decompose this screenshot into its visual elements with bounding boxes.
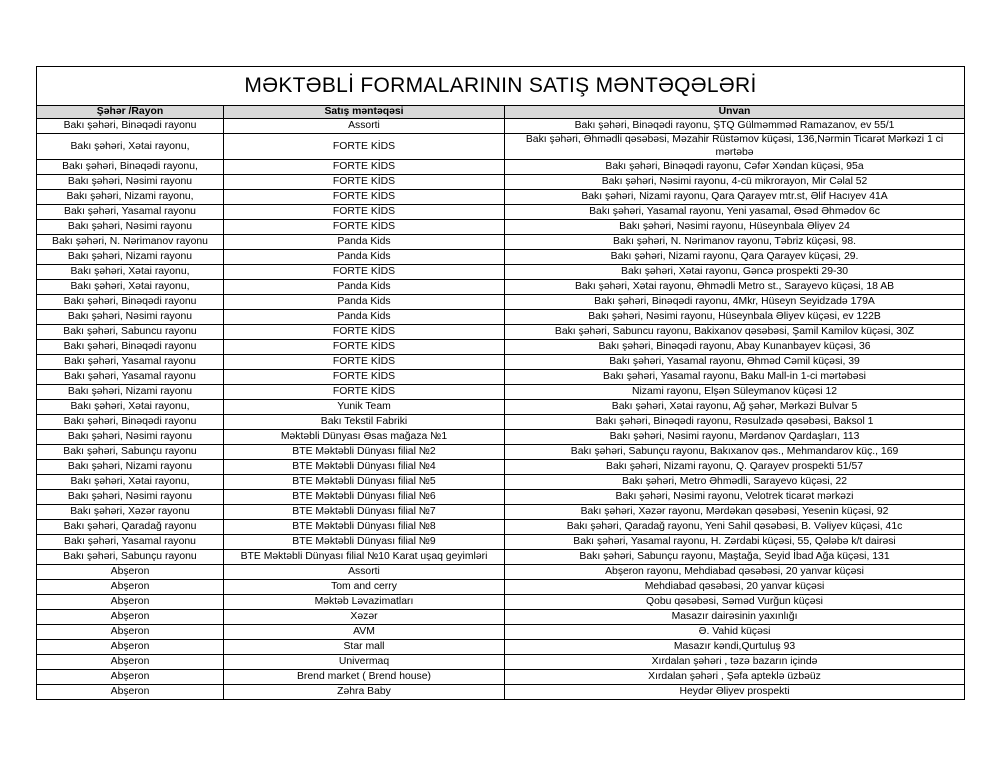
table-row — [37, 490, 965, 505]
cell-city: Bakı şəhəri, Xətai rayonu, — [37, 400, 224, 415]
cell-city: Abşeron — [37, 655, 224, 670]
table-row — [37, 250, 965, 265]
cell-store: BTE Məktəbli Dünyası filial №6 — [224, 490, 505, 505]
cell-address: Bakı şəhəri, Qaradağ rayonu, Yeni Sahil qəsəbəsi, B. Vəliyev küçəsi, 41c — [505, 520, 965, 535]
cell-address: Bakı şəhəri, Binəqədi rayonu, Cəfər Xəndan küçəsi, 95a — [505, 160, 965, 175]
cell-city: Bakı şəhəri, Nəsimi rayonu — [37, 175, 224, 190]
cell-address: Bakı şəhəri, Nizami rayonu, Qara Qarayev mtr.st, Əlif Hacıyev 41A — [505, 190, 965, 205]
cell-address: Ə. Vahid küçəsi — [505, 625, 965, 640]
table-row — [37, 190, 965, 205]
cell-city: Abşeron — [37, 610, 224, 625]
cell-address: Bakı şəhəri, Binəqədi rayonu, Rəsulzadə qəsəbəsi, Baksol 1 — [505, 415, 965, 430]
table-row — [37, 295, 965, 310]
table-row — [37, 400, 965, 415]
cell-address: Bakı şəhəri, Nizami rayonu, Q. Qarayev prospekti 51/57 — [505, 460, 965, 475]
cell-store: Tom and cerry — [224, 580, 505, 595]
cell-address: Heydər Əliyev prospekti — [505, 685, 965, 700]
cell-address: Bakı şəhəri, Nəsimi rayonu, Hüseynbala Əliyev 24 — [505, 220, 965, 235]
cell-store: AVM — [224, 625, 505, 640]
cell-store: BTE Məktəbli Dünyası filial №5 — [224, 475, 505, 490]
table-row — [37, 205, 965, 220]
cell-address: Bakı şəhəri, Nəsimi rayonu, Mərdənov Qardaşları, 113 — [505, 430, 965, 445]
sales-points-table — [36, 66, 965, 700]
cell-address: Bakı şəhəri, Binəqədi rayonu, 4Mkr, Hüseyn Seyidzadə 179A — [505, 295, 965, 310]
cell-city: Bakı şəhəri, Sabunçu rayonu — [37, 550, 224, 565]
cell-address: Bakı şəhəri, Binəqədi rayonu, ŞTQ Gülməmməd Ramazanov, ev 55/1 — [505, 119, 965, 134]
cell-store: BTE Məktəbli Dünyası filial №8 — [224, 520, 505, 535]
cell-store: FORTE KİDS — [224, 355, 505, 370]
header-row — [37, 106, 965, 119]
table-row — [37, 370, 965, 385]
table-row — [37, 685, 965, 700]
table-row — [37, 160, 965, 175]
cell-address: Bakı şəhəri, Sabunçu rayonu, Bakıxanov qəs., Mehmandarov küç., 169 — [505, 445, 965, 460]
cell-store: BTE Məktəbli Dünyası filial №7 — [224, 505, 505, 520]
table-row — [37, 310, 965, 325]
cell-store: BTE Məktəbli Dünyası filial №2 — [224, 445, 505, 460]
cell-store: BTE Məktəbli Dünyası filial №9 — [224, 535, 505, 550]
table-row — [37, 385, 965, 400]
cell-city: Bakı şəhəri, Binəqədi rayonu — [37, 119, 224, 134]
cell-store: Panda Kids — [224, 280, 505, 295]
table-row — [37, 430, 965, 445]
table-row — [37, 610, 965, 625]
cell-store: Zəhra Baby — [224, 685, 505, 700]
document-sheet — [36, 66, 964, 700]
cell-address: Xırdalan şəhəri , Şəfa apteklə üzbəüz — [505, 670, 965, 685]
column-header-address: Ünvan — [505, 106, 965, 119]
cell-store: Panda Kids — [224, 310, 505, 325]
cell-city: Bakı şəhəri, Yasamal rayonu — [37, 535, 224, 550]
cell-city: Bakı şəhəri, Xətai rayonu, — [37, 134, 224, 160]
table-row — [37, 475, 965, 490]
cell-city: Bakı şəhəri, Nizami rayonu — [37, 250, 224, 265]
cell-address: Abşeron rayonu, Mehdiabad qəsəbəsi, 20 yanvar küçəsi — [505, 565, 965, 580]
table-row — [37, 220, 965, 235]
cell-city: Bakı şəhəri, Nəsimi rayonu — [37, 220, 224, 235]
table-row — [37, 445, 965, 460]
table-row — [37, 550, 965, 565]
cell-city: Bakı şəhəri, Xətai rayonu, — [37, 265, 224, 280]
table-row — [37, 325, 965, 340]
column-header-store: Satış məntəqəsi — [224, 106, 505, 119]
cell-address: Bakı şəhəri, Xətai rayonu, Ağ şəhər, Mərkəzi Bulvar 5 — [505, 400, 965, 415]
cell-store: Univermaq — [224, 655, 505, 670]
table-row — [37, 520, 965, 535]
cell-store: Xəzər — [224, 610, 505, 625]
cell-city: Abşeron — [37, 685, 224, 700]
cell-city: Bakı şəhəri, Binəqədi rayonu — [37, 415, 224, 430]
cell-city: Abşeron — [37, 670, 224, 685]
cell-store: Assorti — [224, 565, 505, 580]
cell-store: FORTE KİDS — [224, 220, 505, 235]
cell-address: Bakı şəhəri, Yasamal rayonu, Əhməd Cəmil küçəsi, 39 — [505, 355, 965, 370]
cell-address: Bakı şəhəri, Binəqədi rayonu, Abay Kunanbayev küçəsi, 36 — [505, 340, 965, 355]
table-row — [37, 625, 965, 640]
cell-store: Panda Kids — [224, 295, 505, 310]
cell-city: Bakı şəhəri, Yasamal rayonu — [37, 370, 224, 385]
cell-store: BTE Məktəbli Dünyası filial №10 Karat uşaq geyimləri — [224, 550, 505, 565]
cell-address: Bakı şəhəri, Xətai rayonu, Gəncə prospekti 29-30 — [505, 265, 965, 280]
cell-address: Xırdalan şəhəri , təzə bazarın içində — [505, 655, 965, 670]
cell-store: Panda Kids — [224, 235, 505, 250]
cell-city: Bakı şəhəri, Xəzər rayonu — [37, 505, 224, 520]
cell-city: Abşeron — [37, 580, 224, 595]
cell-store: BTE Məktəbli Dünyası filial №4 — [224, 460, 505, 475]
cell-store: FORTE KİDS — [224, 134, 505, 160]
cell-city: Bakı şəhəri, Nəsimi rayonu — [37, 310, 224, 325]
cell-store: FORTE KİDS — [224, 265, 505, 280]
cell-address: Mehdiabad qəsəbəsi, 20 yanvar küçəsi — [505, 580, 965, 595]
table-row — [37, 670, 965, 685]
cell-city: Bakı şəhəri, Sabunçu rayonu — [37, 445, 224, 460]
cell-store: Məktəb Ləvazimatları — [224, 595, 505, 610]
cell-city: Bakı şəhəri, Yasamal rayonu — [37, 205, 224, 220]
cell-address: Masazır kəndi,Qurtuluş 93 — [505, 640, 965, 655]
cell-city: Abşeron — [37, 625, 224, 640]
table-row — [37, 505, 965, 520]
column-header-city: Şəhər /Rayon — [37, 106, 224, 119]
cell-store: Panda Kids — [224, 250, 505, 265]
cell-address: Bakı şəhəri, Yasamal rayonu, Yeni yasamal, Əsəd Əhmədov 6c — [505, 205, 965, 220]
table-row — [37, 460, 965, 475]
table-row — [37, 134, 965, 160]
cell-store: FORTE KİDS — [224, 160, 505, 175]
cell-address: Bakı şəhəri, Sabuncu rayonu, Bakixanov qəsəbəsi, Şamil Kamilov küçəsi, 30Z — [505, 325, 965, 340]
cell-address: Qobu qəsəbəsi, Səməd Vurğun küçəsi — [505, 595, 965, 610]
cell-store: Star mall — [224, 640, 505, 655]
document-title: MƏKTƏBLİ FORMALARININ SATIŞ MƏNTƏQƏLƏRİ — [37, 67, 965, 106]
table-row — [37, 565, 965, 580]
table-row — [37, 595, 965, 610]
cell-address: Bakı şəhəri, Yasamal rayonu, Baku Mall-in 1-ci mərtəbəsi — [505, 370, 965, 385]
cell-address: Bakı şəhəri, Nəsimi rayonu, 4-cü mikrorayon, Mir Cəlal 52 — [505, 175, 965, 190]
cell-store: FORTE KİDS — [224, 340, 505, 355]
cell-city: Bakı şəhəri, Nizami rayonu — [37, 385, 224, 400]
cell-store: Brend market ( Brend house) — [224, 670, 505, 685]
cell-address: Bakı şəhəri, Nəsimi rayonu, Velotrek ticarət mərkəzi — [505, 490, 965, 505]
table-row — [37, 119, 965, 134]
table-row — [37, 175, 965, 190]
table-row — [37, 535, 965, 550]
cell-store: Bakı Tekstil Fabriki — [224, 415, 505, 430]
table-row — [37, 235, 965, 250]
cell-store: FORTE KİDS — [224, 175, 505, 190]
cell-city: Bakı şəhəri, Nizami rayonu — [37, 460, 224, 475]
table-body — [37, 119, 965, 700]
cell-city: Bakı şəhəri, Xətai rayonu, — [37, 280, 224, 295]
cell-city: Bakı şəhəri, N. Nərimanov rayonu — [37, 235, 224, 250]
cell-city: Bakı şəhəri, Yasamal rayonu — [37, 355, 224, 370]
table-row — [37, 580, 965, 595]
cell-store: FORTE KİDS — [224, 205, 505, 220]
cell-store: Yunik Team — [224, 400, 505, 415]
cell-address: Bakı şəhəri, Əhmədli qəsəbəsi, Məzahir Rüstəmov küçəsi, 136,Nərmin Ticarət Mərkəzi 1 ci mərtəbə — [505, 134, 965, 160]
cell-address: Bakı şəhəri, N. Nərimanov rayonu, Təbriz küçəsi, 98. — [505, 235, 965, 250]
cell-store: FORTE KİDS — [224, 370, 505, 385]
table-row — [37, 640, 965, 655]
title-row — [37, 67, 965, 106]
cell-address: Masazır dairəsinin yaxınlığı — [505, 610, 965, 625]
cell-address: Bakı şəhəri, Metro Əhmədli, Sarayevo küçəsi, 22 — [505, 475, 965, 490]
cell-address: Nizami rayonu, Elşən Süleymanov küçəsi 12 — [505, 385, 965, 400]
cell-city: Bakı şəhəri, Binəqədi rayonu — [37, 295, 224, 310]
table-row — [37, 655, 965, 670]
cell-store: FORTE KİDS — [224, 385, 505, 400]
cell-city: Bakı şəhəri, Binəqədi rayonu — [37, 340, 224, 355]
cell-store: Məktəbli Dünyası Əsas mağaza №1 — [224, 430, 505, 445]
cell-address: Bakı şəhəri, Xəzər rayonu, Mərdəkan qəsəbəsi, Yesenin küçəsi, 92 — [505, 505, 965, 520]
cell-city: Bakı şəhəri, Nəsimi rayonu — [37, 430, 224, 445]
cell-address: Bakı şəhəri, Yasamal rayonu, H. Zərdabi küçəsi, 55, Qələbə k/t dairəsi — [505, 535, 965, 550]
cell-store: FORTE KİDS — [224, 325, 505, 340]
table-row — [37, 340, 965, 355]
table-row — [37, 355, 965, 370]
cell-address: Bakı şəhəri, Nəsimi rayonu, Hüseynbala Əliyev küçəsi, ev 122B — [505, 310, 965, 325]
cell-city: Bakı şəhəri, Xətai rayonu, — [37, 475, 224, 490]
cell-store: Assorti — [224, 119, 505, 134]
cell-address: Bakı şəhəri, Sabunçu rayonu, Maştağa, Seyid İbad Ağa küçəsi, 131 — [505, 550, 965, 565]
cell-city: Bakı şəhəri, Nizami rayonu, — [37, 190, 224, 205]
cell-city: Abşeron — [37, 640, 224, 655]
cell-city: Bakı şəhəri, Binəqədi rayonu, — [37, 160, 224, 175]
cell-city: Bakı şəhəri, Sabuncu rayonu — [37, 325, 224, 340]
cell-store: FORTE KİDS — [224, 190, 505, 205]
cell-address: Bakı şəhəri, Xətai rayonu, Əhmədli Metro st., Sarayevo küçəsi, 18 AB — [505, 280, 965, 295]
cell-city: Bakı şəhəri, Qaradağ rayonu — [37, 520, 224, 535]
table-row — [37, 265, 965, 280]
table-row — [37, 280, 965, 295]
cell-address: Bakı şəhəri, Nizami rayonu, Qara Qarayev küçəsi, 29. — [505, 250, 965, 265]
cell-city: Abşeron — [37, 565, 224, 580]
table-row — [37, 415, 965, 430]
cell-city: Abşeron — [37, 595, 224, 610]
cell-city: Bakı şəhəri, Nəsimi rayonu — [37, 490, 224, 505]
